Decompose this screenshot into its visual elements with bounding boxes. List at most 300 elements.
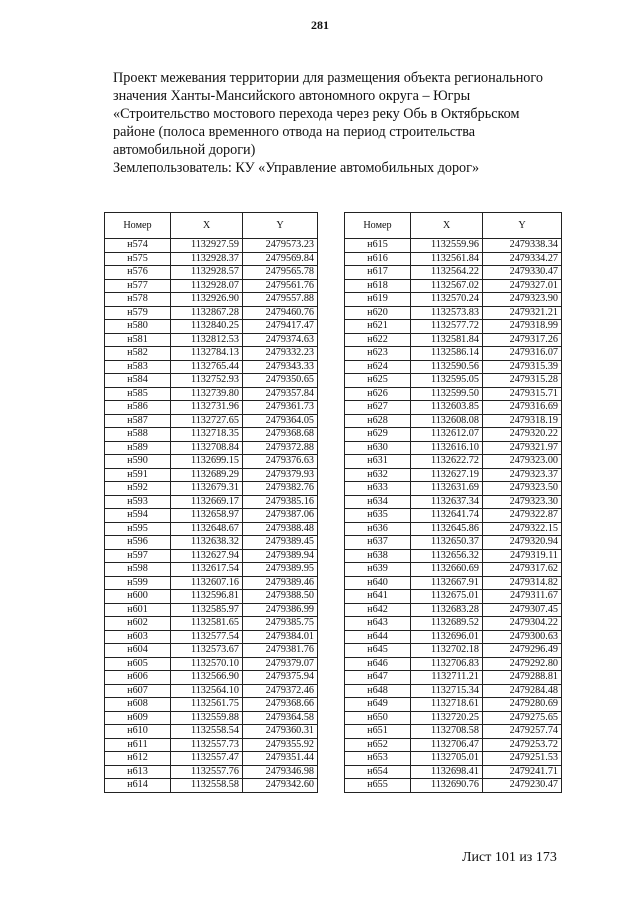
y-coordinate-cell: 2479372.46 xyxy=(243,684,318,698)
table-row xyxy=(345,644,562,658)
y-coordinate-cell: 2479381.76 xyxy=(243,644,318,658)
sheet-counter: Лист 101 из 173 xyxy=(462,850,557,865)
y-coordinate-cell: 2479280.69 xyxy=(483,698,562,712)
x-coordinate-cell: 1132689.29 xyxy=(171,468,243,482)
point-number-cell: н596 xyxy=(105,536,171,550)
table-row xyxy=(345,441,562,455)
x-coordinate-cell: 1132698.41 xyxy=(411,765,483,779)
point-number-cell: н582 xyxy=(105,347,171,361)
table-row xyxy=(105,684,318,698)
table-row xyxy=(345,428,562,442)
table-row xyxy=(345,414,562,428)
x-coordinate-cell: 1132637.34 xyxy=(411,495,483,509)
y-coordinate-cell: 2479417.47 xyxy=(243,320,318,334)
table-row xyxy=(105,711,318,725)
y-coordinate-cell: 2479330.47 xyxy=(483,266,562,280)
point-number-cell: н609 xyxy=(105,711,171,725)
y-coordinate-cell: 2479374.63 xyxy=(243,333,318,347)
point-number-cell: н586 xyxy=(105,401,171,415)
table-row xyxy=(345,266,562,280)
table-row xyxy=(105,495,318,509)
table-row xyxy=(345,509,562,523)
y-coordinate-cell: 2479322.15 xyxy=(483,522,562,536)
table-row xyxy=(345,738,562,752)
table-row xyxy=(345,293,562,307)
x-coordinate-cell: 1132739.80 xyxy=(171,387,243,401)
y-coordinate-cell: 2479368.66 xyxy=(243,698,318,712)
y-coordinate-cell: 2479311.67 xyxy=(483,590,562,604)
point-number-cell: н634 xyxy=(345,495,411,509)
x-coordinate-cell: 1132581.84 xyxy=(411,333,483,347)
table-row xyxy=(345,765,562,779)
title-line: автомобильной дороги) xyxy=(113,142,256,158)
table-row xyxy=(105,374,318,388)
point-number-cell: н601 xyxy=(105,603,171,617)
y-coordinate-cell: 2479322.87 xyxy=(483,509,562,523)
y-coordinate-cell: 2479327.01 xyxy=(483,279,562,293)
x-coordinate-cell: 1132675.01 xyxy=(411,590,483,604)
table-row xyxy=(105,360,318,374)
x-coordinate-cell: 1132727.65 xyxy=(171,414,243,428)
table-row xyxy=(105,657,318,671)
y-coordinate-cell: 2479253.72 xyxy=(483,738,562,752)
point-number-cell: н623 xyxy=(345,347,411,361)
y-coordinate-cell: 2479384.01 xyxy=(243,630,318,644)
x-coordinate-cell: 1132607.16 xyxy=(171,576,243,590)
point-number-cell: н624 xyxy=(345,360,411,374)
x-coordinate-cell: 1132683.28 xyxy=(411,603,483,617)
point-number-cell: н649 xyxy=(345,698,411,712)
point-number-cell: н578 xyxy=(105,293,171,307)
x-coordinate-cell: 1132557.47 xyxy=(171,752,243,766)
y-coordinate-cell: 2479334.27 xyxy=(483,252,562,266)
table-row xyxy=(105,509,318,523)
table-row xyxy=(105,428,318,442)
y-coordinate-cell: 2479379.93 xyxy=(243,468,318,482)
x-coordinate-cell: 1132641.74 xyxy=(411,509,483,523)
table-row xyxy=(105,752,318,766)
x-coordinate-cell: 1132696.01 xyxy=(411,630,483,644)
y-coordinate-cell: 2479323.30 xyxy=(483,495,562,509)
y-coordinate-cell: 2479241.71 xyxy=(483,765,562,779)
table-row xyxy=(105,522,318,536)
table-row xyxy=(105,576,318,590)
y-coordinate-cell: 2479350.65 xyxy=(243,374,318,388)
y-coordinate-cell: 2479387.06 xyxy=(243,509,318,523)
x-coordinate-cell: 1132928.57 xyxy=(171,266,243,280)
y-coordinate-cell: 2479342.60 xyxy=(243,779,318,793)
table-row xyxy=(345,320,562,334)
y-coordinate-cell: 2479389.45 xyxy=(243,536,318,550)
point-number-cell: н575 xyxy=(105,252,171,266)
point-number-cell: н583 xyxy=(105,360,171,374)
point-number-cell: н632 xyxy=(345,468,411,482)
y-coordinate-cell: 2479389.94 xyxy=(243,549,318,563)
x-coordinate-cell: 1132928.37 xyxy=(171,252,243,266)
x-coordinate-cell: 1132617.54 xyxy=(171,563,243,577)
x-coordinate-cell: 1132706.47 xyxy=(411,738,483,752)
point-number-cell: н618 xyxy=(345,279,411,293)
y-coordinate-cell: 2479288.81 xyxy=(483,671,562,685)
x-coordinate-cell: 1132570.24 xyxy=(411,293,483,307)
table-row xyxy=(345,671,562,685)
x-coordinate-cell: 1132585.97 xyxy=(171,603,243,617)
point-number-cell: н611 xyxy=(105,738,171,752)
coordinates-table-right xyxy=(344,212,562,793)
point-number-cell: н605 xyxy=(105,657,171,671)
y-coordinate-cell: 2479360.31 xyxy=(243,725,318,739)
x-coordinate-cell: 1132731.96 xyxy=(171,401,243,415)
x-coordinate-cell: 1132570.10 xyxy=(171,657,243,671)
y-coordinate-cell: 2479323.37 xyxy=(483,468,562,482)
x-coordinate-cell: 1132581.65 xyxy=(171,617,243,631)
x-coordinate-cell: 1132656.32 xyxy=(411,549,483,563)
x-coordinate-cell: 1132718.35 xyxy=(171,428,243,442)
point-number-cell: н598 xyxy=(105,563,171,577)
x-coordinate-cell: 1132558.58 xyxy=(171,779,243,793)
table-row xyxy=(105,333,318,347)
table-row xyxy=(345,711,562,725)
point-number-cell: н595 xyxy=(105,522,171,536)
x-coordinate-cell: 1132708.84 xyxy=(171,441,243,455)
point-number-cell: н636 xyxy=(345,522,411,536)
point-number-cell: н612 xyxy=(105,752,171,766)
x-coordinate-cell: 1132557.76 xyxy=(171,765,243,779)
table-row xyxy=(345,684,562,698)
point-number-cell: н604 xyxy=(105,644,171,658)
table-row xyxy=(105,266,318,280)
y-coordinate-cell: 2479385.75 xyxy=(243,617,318,631)
table-row xyxy=(345,239,562,253)
x-coordinate-cell: 1132573.67 xyxy=(171,644,243,658)
point-number-cell: н620 xyxy=(345,306,411,320)
x-coordinate-cell: 1132573.83 xyxy=(411,306,483,320)
table-row xyxy=(345,603,562,617)
y-coordinate-cell: 2479323.90 xyxy=(483,293,562,307)
point-number-cell: н580 xyxy=(105,320,171,334)
x-coordinate-cell: 1132627.19 xyxy=(411,468,483,482)
point-number-cell: н585 xyxy=(105,387,171,401)
y-coordinate-cell: 2479376.63 xyxy=(243,455,318,469)
y-coordinate-cell: 2479300.63 xyxy=(483,630,562,644)
point-number-cell: н592 xyxy=(105,482,171,496)
table-row xyxy=(105,536,318,550)
point-number-cell: н603 xyxy=(105,630,171,644)
x-coordinate-cell: 1132564.10 xyxy=(171,684,243,698)
x-coordinate-cell: 1132812.53 xyxy=(171,333,243,347)
table-row xyxy=(105,603,318,617)
y-coordinate-cell: 2479323.00 xyxy=(483,455,562,469)
table-row xyxy=(105,293,318,307)
x-coordinate-cell: 1132784.13 xyxy=(171,347,243,361)
x-coordinate-cell: 1132711.21 xyxy=(411,671,483,685)
x-coordinate-cell: 1132752.93 xyxy=(171,374,243,388)
point-number-cell: н655 xyxy=(345,779,411,793)
x-coordinate-cell: 1132561.84 xyxy=(411,252,483,266)
x-coordinate-cell: 1132926.90 xyxy=(171,293,243,307)
point-number-cell: н614 xyxy=(105,779,171,793)
x-coordinate-cell: 1132564.22 xyxy=(411,266,483,280)
y-coordinate-cell: 2479332.23 xyxy=(243,347,318,361)
x-coordinate-cell: 1132699.15 xyxy=(171,455,243,469)
point-number-cell: н577 xyxy=(105,279,171,293)
y-coordinate-cell: 2479388.50 xyxy=(243,590,318,604)
x-coordinate-cell: 1132603.85 xyxy=(411,401,483,415)
point-number-cell: н637 xyxy=(345,536,411,550)
table-row xyxy=(345,482,562,496)
point-number-cell: н654 xyxy=(345,765,411,779)
point-number-cell: н574 xyxy=(105,239,171,253)
x-coordinate-cell: 1132928.07 xyxy=(171,279,243,293)
y-coordinate-cell: 2479364.05 xyxy=(243,414,318,428)
table-row xyxy=(105,387,318,401)
y-coordinate-cell: 2479292.80 xyxy=(483,657,562,671)
point-number-cell: н650 xyxy=(345,711,411,725)
coordinates-table-left xyxy=(104,212,318,793)
x-coordinate-cell: 1132599.50 xyxy=(411,387,483,401)
point-number-cell: н626 xyxy=(345,387,411,401)
y-coordinate-cell: 2479315.71 xyxy=(483,387,562,401)
title-line: «Строительство мостового перехода через реку Обь в Октябрьском xyxy=(113,106,520,122)
table-row xyxy=(105,765,318,779)
y-coordinate-cell: 2479557.88 xyxy=(243,293,318,307)
point-number-cell: н591 xyxy=(105,468,171,482)
y-coordinate-cell: 2479386.99 xyxy=(243,603,318,617)
y-coordinate-cell: 2479565.78 xyxy=(243,266,318,280)
y-coordinate-cell: 2479284.48 xyxy=(483,684,562,698)
table-row xyxy=(105,239,318,253)
y-coordinate-cell: 2479346.98 xyxy=(243,765,318,779)
table-row xyxy=(105,252,318,266)
table-row xyxy=(105,482,318,496)
x-coordinate-cell: 1132650.37 xyxy=(411,536,483,550)
x-coordinate-cell: 1132577.72 xyxy=(411,320,483,334)
x-coordinate-cell: 1132608.08 xyxy=(411,414,483,428)
table-row xyxy=(345,725,562,739)
table-row xyxy=(345,563,562,577)
table-row xyxy=(105,347,318,361)
table-row xyxy=(105,617,318,631)
y-coordinate-cell: 2479319.11 xyxy=(483,549,562,563)
column-header-number: Номер xyxy=(345,213,411,239)
x-coordinate-cell: 1132559.96 xyxy=(411,239,483,253)
table-row xyxy=(345,617,562,631)
point-number-cell: н584 xyxy=(105,374,171,388)
table-row xyxy=(345,387,562,401)
point-number-cell: н642 xyxy=(345,603,411,617)
point-number-cell: н627 xyxy=(345,401,411,415)
table-row xyxy=(105,725,318,739)
point-number-cell: н621 xyxy=(345,320,411,334)
table-header-row xyxy=(345,213,562,239)
point-number-cell: н646 xyxy=(345,657,411,671)
land-user-line: Землепользователь: КУ «Управление автомобильных дорог» xyxy=(113,160,480,176)
y-coordinate-cell: 2479304.22 xyxy=(483,617,562,631)
point-number-cell: н589 xyxy=(105,441,171,455)
point-number-cell: н607 xyxy=(105,684,171,698)
point-number-cell: н633 xyxy=(345,482,411,496)
x-coordinate-cell: 1132927.59 xyxy=(171,239,243,253)
table-row xyxy=(345,468,562,482)
y-coordinate-cell: 2479321.21 xyxy=(483,306,562,320)
x-coordinate-cell: 1132669.17 xyxy=(171,495,243,509)
x-coordinate-cell: 1132765.44 xyxy=(171,360,243,374)
point-number-cell: н641 xyxy=(345,590,411,604)
table-row xyxy=(105,401,318,415)
y-coordinate-cell: 2479368.68 xyxy=(243,428,318,442)
point-number-cell: н648 xyxy=(345,684,411,698)
point-number-cell: н616 xyxy=(345,252,411,266)
point-number-cell: н639 xyxy=(345,563,411,577)
table-row xyxy=(345,347,562,361)
table-row xyxy=(105,549,318,563)
y-coordinate-cell: 2479318.99 xyxy=(483,320,562,334)
table-row xyxy=(345,252,562,266)
table-row xyxy=(105,644,318,658)
table-row xyxy=(345,590,562,604)
table-row xyxy=(345,360,562,374)
point-number-cell: н615 xyxy=(345,239,411,253)
table-row xyxy=(345,306,562,320)
x-coordinate-cell: 1132616.10 xyxy=(411,441,483,455)
x-coordinate-cell: 1132595.05 xyxy=(411,374,483,388)
point-number-cell: н599 xyxy=(105,576,171,590)
x-coordinate-cell: 1132590.56 xyxy=(411,360,483,374)
table-row xyxy=(105,455,318,469)
y-coordinate-cell: 2479364.58 xyxy=(243,711,318,725)
point-number-cell: н638 xyxy=(345,549,411,563)
x-coordinate-cell: 1132586.14 xyxy=(411,347,483,361)
x-coordinate-cell: 1132631.69 xyxy=(411,482,483,496)
x-coordinate-cell: 1132622.72 xyxy=(411,455,483,469)
y-coordinate-cell: 2479561.76 xyxy=(243,279,318,293)
point-number-cell: н602 xyxy=(105,617,171,631)
x-coordinate-cell: 1132705.01 xyxy=(411,752,483,766)
table-row xyxy=(105,563,318,577)
x-coordinate-cell: 1132566.90 xyxy=(171,671,243,685)
table-row xyxy=(105,320,318,334)
y-coordinate-cell: 2479317.26 xyxy=(483,333,562,347)
table-row xyxy=(345,374,562,388)
table-row xyxy=(105,671,318,685)
table-row xyxy=(345,698,562,712)
y-coordinate-cell: 2479307.45 xyxy=(483,603,562,617)
x-coordinate-cell: 1132559.88 xyxy=(171,711,243,725)
x-coordinate-cell: 1132706.83 xyxy=(411,657,483,671)
point-number-cell: н590 xyxy=(105,455,171,469)
y-coordinate-cell: 2479385.16 xyxy=(243,495,318,509)
column-header-number: Номер xyxy=(105,213,171,239)
table-row xyxy=(345,779,562,793)
point-number-cell: н640 xyxy=(345,576,411,590)
table-row xyxy=(105,738,318,752)
y-coordinate-cell: 2479569.84 xyxy=(243,252,318,266)
x-coordinate-cell: 1132708.58 xyxy=(411,725,483,739)
point-number-cell: н594 xyxy=(105,509,171,523)
point-number-cell: н587 xyxy=(105,414,171,428)
x-coordinate-cell: 1132557.73 xyxy=(171,738,243,752)
y-coordinate-cell: 2479389.95 xyxy=(243,563,318,577)
y-coordinate-cell: 2479460.76 xyxy=(243,306,318,320)
y-coordinate-cell: 2479314.82 xyxy=(483,576,562,590)
y-coordinate-cell: 2479230.47 xyxy=(483,779,562,793)
point-number-cell: н653 xyxy=(345,752,411,766)
table-row xyxy=(105,306,318,320)
y-coordinate-cell: 2479372.88 xyxy=(243,441,318,455)
table-row xyxy=(105,441,318,455)
table-row xyxy=(345,401,562,415)
point-number-cell: н628 xyxy=(345,414,411,428)
y-coordinate-cell: 2479321.97 xyxy=(483,441,562,455)
column-header-y: Y xyxy=(243,213,318,239)
page-number: 281 xyxy=(311,18,329,32)
x-coordinate-cell: 1132638.32 xyxy=(171,536,243,550)
x-coordinate-cell: 1132645.86 xyxy=(411,522,483,536)
table-row xyxy=(105,468,318,482)
y-coordinate-cell: 2479318.19 xyxy=(483,414,562,428)
table-row xyxy=(345,752,562,766)
x-coordinate-cell: 1132627.94 xyxy=(171,549,243,563)
x-coordinate-cell: 1132596.81 xyxy=(171,590,243,604)
point-number-cell: н622 xyxy=(345,333,411,347)
title-line: районе (полоса временного отвода на период строительства xyxy=(113,124,476,140)
point-number-cell: н608 xyxy=(105,698,171,712)
x-coordinate-cell: 1132689.52 xyxy=(411,617,483,631)
x-coordinate-cell: 1132715.34 xyxy=(411,684,483,698)
table-row xyxy=(345,495,562,509)
title-line: Проект межевания территории для размещения объекта регионального xyxy=(113,70,543,86)
y-coordinate-cell: 2479275.65 xyxy=(483,711,562,725)
x-coordinate-cell: 1132718.61 xyxy=(411,698,483,712)
y-coordinate-cell: 2479257.74 xyxy=(483,725,562,739)
table-row xyxy=(345,279,562,293)
table-header-row xyxy=(105,213,318,239)
point-number-cell: н645 xyxy=(345,644,411,658)
point-number-cell: н613 xyxy=(105,765,171,779)
x-coordinate-cell: 1132577.54 xyxy=(171,630,243,644)
point-number-cell: н635 xyxy=(345,509,411,523)
x-coordinate-cell: 1132840.25 xyxy=(171,320,243,334)
y-coordinate-cell: 2479573.23 xyxy=(243,239,318,253)
point-number-cell: н581 xyxy=(105,333,171,347)
y-coordinate-cell: 2479389.46 xyxy=(243,576,318,590)
y-coordinate-cell: 2479296.49 xyxy=(483,644,562,658)
column-header-y: Y xyxy=(483,213,562,239)
y-coordinate-cell: 2479251.53 xyxy=(483,752,562,766)
y-coordinate-cell: 2479317.62 xyxy=(483,563,562,577)
table-row xyxy=(345,576,562,590)
y-coordinate-cell: 2479382.76 xyxy=(243,482,318,496)
y-coordinate-cell: 2479320.22 xyxy=(483,428,562,442)
x-coordinate-cell: 1132558.54 xyxy=(171,725,243,739)
y-coordinate-cell: 2479379.07 xyxy=(243,657,318,671)
point-number-cell: н610 xyxy=(105,725,171,739)
table-row xyxy=(105,698,318,712)
y-coordinate-cell: 2479323.50 xyxy=(483,482,562,496)
y-coordinate-cell: 2479316.07 xyxy=(483,347,562,361)
x-coordinate-cell: 1132720.25 xyxy=(411,711,483,725)
point-number-cell: н629 xyxy=(345,428,411,442)
x-coordinate-cell: 1132702.18 xyxy=(411,644,483,658)
point-number-cell: н647 xyxy=(345,671,411,685)
y-coordinate-cell: 2479338.34 xyxy=(483,239,562,253)
y-coordinate-cell: 2479343.33 xyxy=(243,360,318,374)
point-number-cell: н579 xyxy=(105,306,171,320)
table-row xyxy=(105,590,318,604)
table-row xyxy=(345,333,562,347)
table-row xyxy=(345,657,562,671)
x-coordinate-cell: 1132658.97 xyxy=(171,509,243,523)
